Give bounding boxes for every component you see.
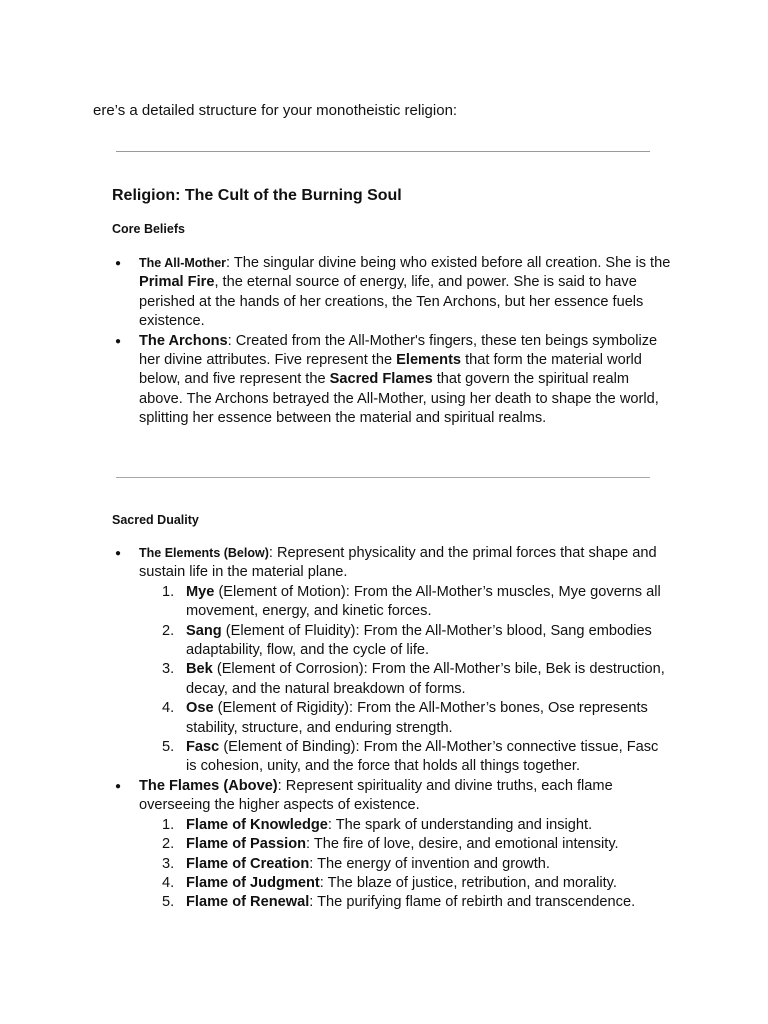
item-number: 1. — [162, 583, 175, 600]
item-text: : Represent physicality and the primal forces that shape and sustain life in the material plane. — [139, 545, 657, 581]
item-text: that govern the spiritual realm above. The Archons betrayed the All-Mother, using her death to shape the world, splitting her essence between the material and spiritual realms. — [139, 371, 659, 427]
item-text: , the eternal source of energy, life, and power. She is said to have perished at the hands of her creations, the Ten Archons, but her essence fuels existence. — [139, 274, 644, 330]
item-number: 4. — [162, 874, 175, 891]
item-text: (Element of Motion): From the All-Mother’s muscles, Mye governs all movement, energy, and kinetic forces. — [186, 583, 661, 620]
item-text: : Created from the All-Mother's fingers, these ten beings symbolize her divine attributes. Five represent the — [139, 332, 658, 369]
flame-name: Flame of Judgment — [186, 874, 320, 891]
item-number: 5. — [162, 894, 175, 911]
horizontal-rule — [116, 477, 650, 478]
item-text: : The purifying flame of rebirth and transcendence. — [309, 894, 636, 911]
horizontal-rule — [116, 151, 650, 152]
element-name: Fasc — [186, 739, 220, 756]
item-text: that form the material world below, and five represent the — [139, 352, 642, 388]
sublist-item — [139, 583, 672, 622]
intro-text: ere’s a detailed structure for your monotheistic religion: — [93, 102, 458, 119]
term-sacred-flames: Sacred Flames — [329, 371, 433, 388]
item-text: (Element of Binding): From the All-Mother’s connective tissue, Fasc is cohesion, unity, and the force that holds all things together. — [186, 739, 659, 775]
term-elements-below: The Elements (Below) — [139, 546, 269, 560]
flame-name: Flame of Knowledge — [186, 816, 328, 833]
item-number: 5. — [162, 739, 175, 756]
flame-name: Flame of Passion — [186, 836, 307, 853]
sublist-item — [139, 816, 672, 835]
sublist-item — [139, 893, 672, 912]
item-text: : The singular divine being who existed before all creation. She is the — [226, 255, 671, 271]
item-number: 2. — [162, 622, 175, 639]
core-beliefs-list — [112, 254, 672, 429]
item-text: : Represent spirituality and divine truths, each flame overseeing the higher aspects of existence. — [139, 777, 613, 814]
item-text: : The spark of understanding and insight. — [327, 816, 593, 833]
item-text: (Element of Corrosion): From the All-Mother’s bile, Bek is destruction, decay, and the natural breakdown of forms. — [186, 661, 665, 697]
element-name: Sang — [186, 622, 222, 639]
flame-name: Flame of Renewal — [186, 894, 310, 911]
sublist-item — [139, 855, 672, 874]
list-item — [112, 332, 672, 429]
item-number: 3. — [162, 661, 175, 678]
list-item — [112, 777, 672, 913]
term-primal-fire: Primal Fire — [139, 274, 215, 291]
item-text: : The fire of love, desire, and emotional intensity. — [306, 836, 619, 853]
section-heading-sacred-duality: Sacred Duality — [112, 513, 199, 527]
item-number: 4. — [162, 700, 175, 717]
sacred-duality-list — [112, 544, 672, 913]
item-number: 1. — [162, 816, 175, 833]
item-text: (Element of Fluidity): From the All-Mother’s blood, Sang embodies adaptability, flow, and the cycle of life. — [186, 622, 652, 659]
sublist-item — [139, 738, 672, 777]
sublist-item — [139, 699, 672, 738]
list-item — [112, 544, 672, 777]
term-elements: Elements — [396, 352, 462, 369]
item-text: (Element of Rigidity): From the All-Mother’s bones, Ose represents stability, structure, and enduring strength. — [186, 700, 648, 736]
element-name: Ose — [186, 700, 214, 717]
term-flames-above: The Flames (Above) — [139, 777, 278, 794]
sublist-item — [139, 660, 672, 699]
item-text: : The blaze of justice, retribution, and morality. — [319, 874, 617, 891]
page-title: Religion: The Cult of the Burning Soul — [112, 187, 402, 204]
elements-sublist — [139, 583, 672, 777]
element-name: Mye — [186, 583, 215, 600]
item-text: : The energy of invention and growth. — [309, 855, 550, 872]
sublist-item — [139, 622, 672, 661]
element-name: Bek — [186, 661, 213, 678]
list-item — [112, 254, 672, 332]
sublist-item — [139, 835, 672, 854]
term-all-mother: The All-Mother — [139, 256, 227, 270]
flame-name: Flame of Creation — [186, 855, 310, 872]
item-number: 3. — [162, 855, 175, 872]
flames-sublist — [139, 816, 672, 913]
section-heading-core-beliefs: Core Beliefs — [112, 222, 185, 236]
term-archons: The Archons — [139, 332, 228, 349]
sublist-item — [139, 874, 672, 893]
item-number: 2. — [162, 836, 175, 853]
